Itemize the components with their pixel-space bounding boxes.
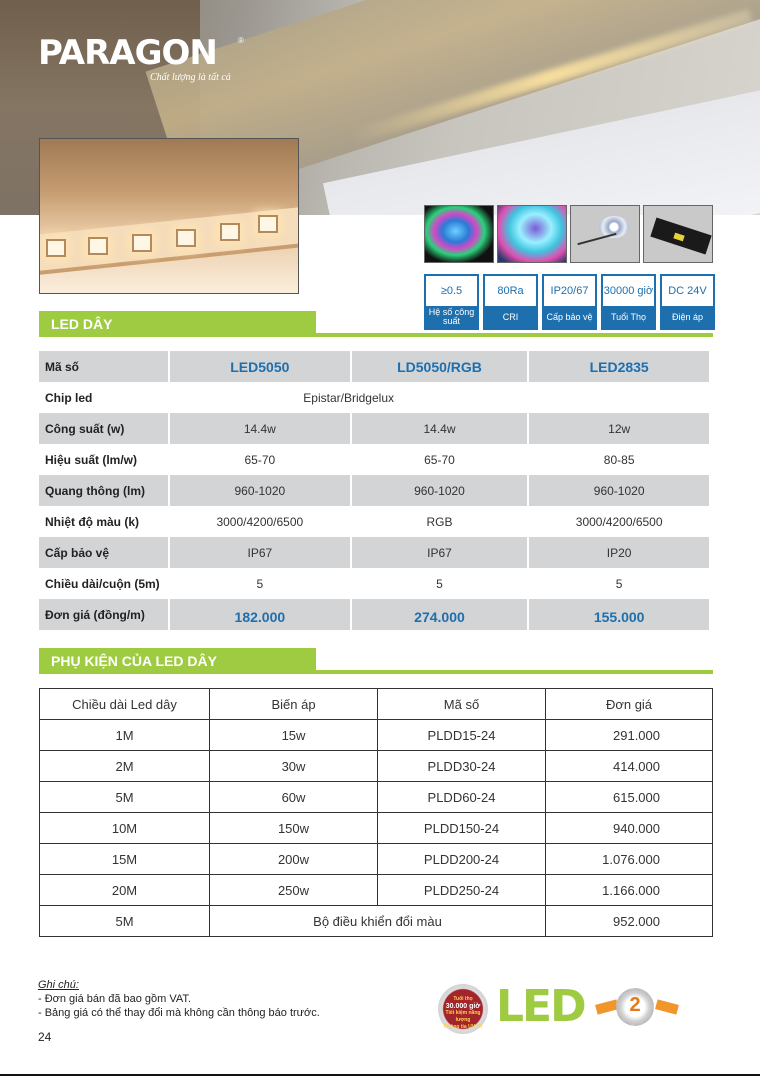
cell-transformer: 150w: [210, 813, 378, 844]
brand-name: PARAGON: [38, 33, 217, 73]
cell-code: PLDD250-24: [378, 875, 546, 906]
registered-mark: ®: [238, 36, 244, 45]
cell-price: 952.000: [546, 906, 713, 937]
cell-value: RGB: [352, 506, 528, 537]
accessories-table: [39, 688, 713, 937]
badge-value: IP20/67: [544, 276, 595, 306]
table-row: [40, 875, 713, 906]
cell-price: 1.166.000: [546, 875, 713, 906]
wire-icon: [577, 233, 616, 245]
cell-code: PLDD150-24: [378, 813, 546, 844]
strip-reel-thumbnail: [570, 205, 640, 263]
badge-label: Hệ số công suất: [428, 307, 475, 326]
rgb-strip-thumbnail: [424, 205, 494, 263]
cell-value: 80-85: [529, 444, 709, 475]
badge-value: 80Ra: [485, 276, 536, 306]
cell-code: PLDD60-24: [378, 782, 546, 813]
cell-value: 5: [170, 568, 350, 599]
table-row: [40, 844, 713, 875]
notes: [38, 978, 320, 1020]
section-title: PHỤ KIỆN CỦA LED DÂY: [39, 648, 316, 674]
cell-length: 15M: [40, 844, 210, 875]
model-led2835: LED2835: [529, 351, 709, 382]
page-number: 24: [38, 1030, 52, 1044]
cell-value: 5: [529, 568, 709, 599]
led-chip: [132, 234, 152, 252]
badge-label: Tuổi Thọ: [610, 311, 647, 322]
note-item: - Bảng giá có thể thay đổi mà không cần thông báo trước.: [38, 1007, 320, 1019]
row-key: Chip led: [39, 382, 168, 413]
table-row: [39, 382, 709, 413]
sticker-text: Tiết kiệm năng lượng: [445, 1010, 481, 1023]
cell-code: PLDD200-24: [378, 844, 546, 875]
table-row: [40, 813, 713, 844]
cell-value: 14.4w: [352, 413, 528, 444]
cell-value: Epistar/Bridgelux: [170, 382, 527, 413]
cell-value: IP20: [529, 537, 709, 568]
cell-price: 615.000: [546, 782, 713, 813]
badge-value: DC 24V: [662, 276, 713, 306]
table-row: [40, 720, 713, 751]
cell-controller: Bộ điều khiển đổi màu: [210, 906, 546, 937]
table-header-row: [40, 689, 713, 720]
table-row: [39, 444, 709, 475]
led-chip: [258, 215, 278, 233]
cell-value: 960-1020: [529, 475, 709, 506]
column-header: Mã số: [378, 689, 546, 720]
row-key: Công suất (w): [39, 413, 168, 444]
cell-transformer: 250w: [210, 875, 378, 906]
note-item: - Đơn giá bán đã bao gồm VAT.: [38, 993, 191, 1005]
cell-value: 3000/4200/6500: [170, 506, 350, 537]
price-value: 274.000: [352, 599, 528, 630]
section-title: LED DÂY: [39, 311, 316, 337]
row-key: Mã số: [39, 351, 168, 382]
table-row: [39, 475, 709, 506]
cell-value: 3000/4200/6500: [529, 506, 709, 537]
cell-length: 20M: [40, 875, 210, 906]
notes-title: Ghi chú:: [38, 979, 79, 991]
row-key: Đơn giá (đồng/m): [39, 599, 168, 630]
ribbon-icon: [655, 999, 679, 1014]
row-key: Nhiệt độ màu (k): [39, 506, 168, 537]
lifetime-sticker-icon: [438, 984, 488, 1034]
model-led5050: LED5050: [170, 351, 350, 382]
warranty-medal-icon: 2: [616, 988, 654, 1026]
cell-value: 960-1020: [352, 475, 528, 506]
row-key: Chiều dài/cuộn (5m): [39, 568, 168, 599]
cell-value: IP67: [352, 537, 528, 568]
spec-table: [37, 351, 711, 630]
price-value: 155.000: [529, 599, 709, 630]
power-supply-thumbnail: [643, 205, 713, 263]
led-chip: [220, 223, 240, 241]
cell-price: 1.076.000: [546, 844, 713, 875]
cell-value: 960-1020: [170, 475, 350, 506]
table-row: [39, 537, 709, 568]
cell-length: 10M: [40, 813, 210, 844]
sticker-text: Không tia UV, IR: [443, 1024, 483, 1030]
rgb-reel-thumbnail: [497, 205, 567, 263]
row-key: Quang thông (lm): [39, 475, 168, 506]
cell-price: 940.000: [546, 813, 713, 844]
section-header-accessories: [39, 648, 713, 674]
cell-code: PLDD15-24: [378, 720, 546, 751]
table-row: [40, 751, 713, 782]
cell-length: 5M: [40, 782, 210, 813]
cell-value: 65-70: [352, 444, 528, 475]
badge-value: 30000 giờ: [603, 276, 654, 306]
table-row: [39, 568, 709, 599]
cell-price: 414.000: [546, 751, 713, 782]
badge-label: CRI: [502, 311, 519, 322]
row-key: Hiệu suất (lm/w): [39, 444, 168, 475]
model-ld5050-rgb: LD5050/RGB: [352, 351, 528, 382]
cell-length: 5M: [40, 906, 210, 937]
cell-value: 5: [352, 568, 528, 599]
cell-value: 12w: [529, 413, 709, 444]
column-header: Chiều dài Led dây: [40, 689, 210, 720]
cell-transformer: 60w: [210, 782, 378, 813]
cell-value: 65-70: [170, 444, 350, 475]
led-logo: LED: [496, 981, 585, 1032]
table-row: [40, 906, 713, 937]
led-strip-photo: [39, 138, 299, 294]
column-header: Biến áp: [210, 689, 378, 720]
brand-logo: [38, 33, 244, 83]
led-chip: [88, 237, 108, 255]
sticker-text: 30.000 giờ: [445, 1003, 481, 1010]
price-row: [39, 599, 709, 630]
cell-value: 14.4w: [170, 413, 350, 444]
cell-price: 291.000: [546, 720, 713, 751]
badge-value: ≥0.5: [426, 276, 477, 306]
table-row: [39, 506, 709, 537]
led-chip: [176, 229, 196, 247]
cell-transformer: 200w: [210, 844, 378, 875]
cell-transformer: 30w: [210, 751, 378, 782]
row-key: Cấp bảo vệ: [39, 537, 168, 568]
cell-length: 1M: [40, 720, 210, 751]
badge-label: Cấp bảo vệ: [546, 311, 593, 322]
cell-length: 2M: [40, 751, 210, 782]
sticker-text: Tuổi thọ: [453, 996, 473, 1002]
table-row: [39, 413, 709, 444]
table-header-row: [39, 351, 709, 382]
brand-tagline: Chất lượng là tất cả: [150, 72, 231, 83]
led-chip: [46, 239, 66, 257]
cell-transformer: 15w: [210, 720, 378, 751]
table-row: [40, 782, 713, 813]
badge-label: Điện áp: [671, 311, 704, 322]
cell-value: [529, 382, 709, 413]
section-header-led-day: [39, 311, 713, 337]
cell-code: PLDD30-24: [378, 751, 546, 782]
cell-value: IP67: [170, 537, 350, 568]
column-header: Đơn giá: [546, 689, 713, 720]
price-value: 182.000: [170, 599, 350, 630]
